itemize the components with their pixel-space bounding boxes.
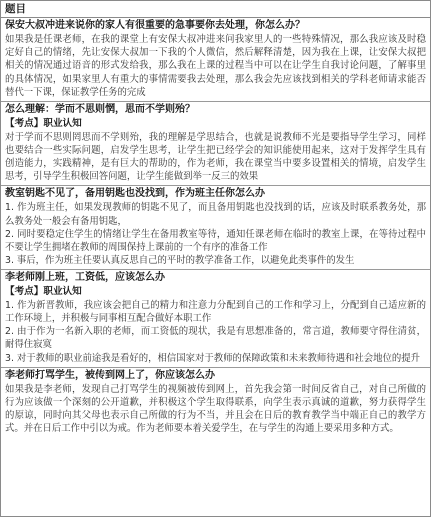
question-block-1 — [1, 18, 430, 102]
answer-paragraph: 如果我是任课老师，在我的课堂上有安保大叔冲进来问我家里人的一些特殊情况，那么我应该及时稳定好自己的情绪，先让安保大叔加一下我的个人微信，然后解释清楚，因为我在上课，让安保大叔把相关的情况通过语音的形式发给我，那么我在上课的过程当中可以在让学生自我讨论问题，了解事里的具体情况，如果家里人有重大的事情需要我去处理，那么我会先应该找到相关的学科老师请求能否替代一下课，保证教学任务的完成 — [5, 34, 426, 98]
answer-item: 3. 对于教师的职业前途我是看好的，相信国家对于教师的保障政策和未来教师待遇和社会地位的提升 — [5, 352, 421, 364]
answer-item: 3. 事后，作为班主任要认真反思自己的平时的教学准备工作，以避免此类事件的发生 — [5, 255, 355, 267]
question-block-3 — [1, 186, 430, 270]
question-title: 保安大叔冲进来说你的家人有很重要的急事要你去处理，你怎么办？ — [5, 20, 305, 31]
question-title: 教室钥匙不见了，备用钥匙也没找到，作为班主任你怎么办 — [5, 188, 265, 200]
exam-point-label: 【考点】职业认知 — [5, 118, 82, 130]
answer-paragraph: 如果我是李老师，发现自己打骂学生的视频被传到网上，首先我会第一时间反省自己，对自己所做的行为应该做一个深刻的公开道歉，并积极这个学生取得联系，向学生表示真诚的道歉，努力获得学生的原谅，同时向其父母也表示自己所做的行为不当，并且会在日后的教育教学当中端正自己的教学方式。并在日后工作中引以为戒。作为老师要本着关爱学生，在与学生的沟通上要采用多种方式。 — [5, 383, 426, 435]
question-block-2 — [1, 102, 430, 186]
question-block-4 — [1, 270, 430, 368]
question-title: 李老师刚上班，工资低，应该怎么办 — [5, 272, 165, 284]
answer-item: 2. 同时要稳定住学生的情绪让学生在备用教室等待，通知任课老师在临时的教室上课，在等待过程中不要让学生拥堵在教师的周围保持上课前的一个有序的准备工作 — [5, 228, 426, 253]
answer-paragraph: 对于学而不思则罔思而不学则殆，我的理解是学思结合，也就是说教师不光是要指导学生学习，同样也要结合一些实际问题，启发学生思考，让学生把已经学会的知识能使用起来，这对于发挥学生具有创造能力，实践精神，是有巨大的帮助的，作为老师，我在课堂当中要多设置相关的情境，启发学生思考，引导学生积极回答问题，让学生能做到举一反三的效果 — [5, 131, 426, 183]
column-header: 题目 — [1, 1, 430, 18]
question-block-5 — [1, 368, 430, 438]
question-title: 李老师打骂学生，被传到网上了，你应该怎么办 — [5, 369, 215, 381]
exam-point-label: 【考点】职业认知 — [5, 286, 82, 298]
answer-item: 1. 作为班主任，如果发现教师的钥匙不见了，而且备用钥匙也没找到的话，应该及时联系教务处，那么教务处一般会有备用钥匙， — [5, 202, 426, 227]
answer-item: 2. 由于作为一名新入职的老师，而工资低的现状，我是有思想准备的，常言道，教师要守得住清贫，耐得住寂寞 — [5, 326, 426, 351]
question-title: 怎么理解：学而不思则惘，思而不学则殆？ — [5, 104, 195, 116]
answer-item: 1. 作为新晋教师，我应该会把自己的精力和注意力分配到自己的工作和学习上，分配到自己适应新的工作环境上，并积极与同事相互配合做好本职工作 — [5, 299, 426, 325]
